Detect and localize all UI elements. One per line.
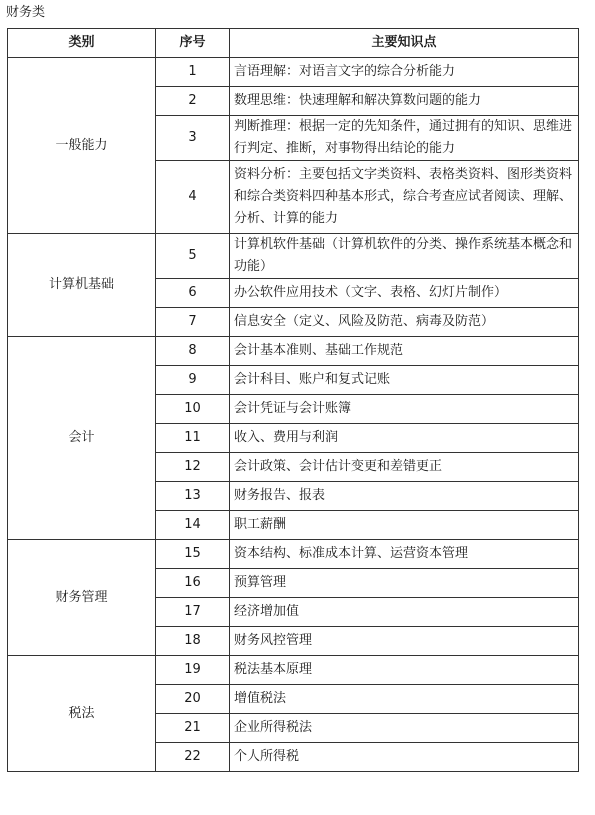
number-cell: 12 (156, 453, 230, 482)
knowledge-point-cell: 预算管理 (230, 569, 579, 598)
table-header-row (8, 29, 579, 58)
number-cell: 10 (156, 395, 230, 424)
table-row (8, 58, 579, 87)
number-cell: 13 (156, 482, 230, 511)
header-number: 序号 (156, 29, 230, 58)
knowledge-point-cell: 经济增加值 (230, 598, 579, 627)
number-cell: 2 (156, 87, 230, 116)
knowledge-point-cell: 会计基本准则、基础工作规范 (230, 337, 579, 366)
knowledge-point-cell: 会计政策、会计估计变更和差错更正 (230, 453, 579, 482)
category-cell: 计算机基础 (8, 234, 156, 337)
knowledge-point-cell: 信息安全（定义、风险及防范、病毒及防范） (230, 308, 579, 337)
number-cell: 19 (156, 656, 230, 685)
number-cell: 16 (156, 569, 230, 598)
knowledge-point-cell: 增值税法 (230, 685, 579, 714)
knowledge-point-cell: 言语理解：对语言文字的综合分析能力 (230, 58, 579, 87)
knowledge-point-cell: 资本结构、标准成本计算、运营资本管理 (230, 540, 579, 569)
number-cell: 7 (156, 308, 230, 337)
number-cell: 20 (156, 685, 230, 714)
number-cell: 1 (156, 58, 230, 87)
number-cell: 8 (156, 337, 230, 366)
knowledge-point-cell: 会计凭证与会计账簿 (230, 395, 579, 424)
number-cell: 4 (156, 161, 230, 234)
knowledge-point-cell: 职工薪酬 (230, 511, 579, 540)
category-cell: 税法 (8, 656, 156, 772)
syllabus-table (7, 28, 579, 772)
category-cell: 会计 (8, 337, 156, 540)
number-cell: 18 (156, 627, 230, 656)
category-cell: 财务管理 (8, 540, 156, 656)
knowledge-point-cell: 会计科目、账户和复式记账 (230, 366, 579, 395)
table-row (8, 234, 579, 279)
knowledge-point-cell: 个人所得税 (230, 743, 579, 772)
number-cell: 6 (156, 279, 230, 308)
knowledge-point-cell: 财务风控管理 (230, 627, 579, 656)
number-cell: 9 (156, 366, 230, 395)
number-cell: 17 (156, 598, 230, 627)
number-cell: 21 (156, 714, 230, 743)
table-row (8, 337, 579, 366)
knowledge-point-cell: 判断推理：根据一定的先知条件，通过拥有的知识、思维进行判定、推断，对事物得出结论的能力 (230, 116, 579, 161)
number-cell: 3 (156, 116, 230, 161)
knowledge-point-cell: 资料分析：主要包括文字类资料、表格类资料、图形类资料和综合类资料四种基本形式，综合考查应试者阅读、理解、分析、计算的能力 (230, 161, 579, 234)
knowledge-point-cell: 税法基本原理 (230, 656, 579, 685)
knowledge-point-cell: 财务报告、报表 (230, 482, 579, 511)
number-cell: 11 (156, 424, 230, 453)
knowledge-point-cell: 数理思维：快速理解和解决算数问题的能力 (230, 87, 579, 116)
table-row (8, 656, 579, 685)
knowledge-point-cell: 计算机软件基础（计算机软件的分类、操作系统基本概念和功能） (230, 234, 579, 279)
header-knowledge-points: 主要知识点 (230, 29, 579, 58)
number-cell: 22 (156, 743, 230, 772)
header-category: 类别 (8, 29, 156, 58)
document-title: 财务类 (6, 5, 46, 20)
knowledge-point-cell: 企业所得税法 (230, 714, 579, 743)
table-body (8, 58, 579, 772)
knowledge-point-cell: 收入、费用与利润 (230, 424, 579, 453)
number-cell: 15 (156, 540, 230, 569)
number-cell: 14 (156, 511, 230, 540)
category-cell: 一般能力 (8, 58, 156, 234)
table-row (8, 540, 579, 569)
knowledge-point-cell: 办公软件应用技术（文字、表格、幻灯片制作） (230, 279, 579, 308)
number-cell: 5 (156, 234, 230, 279)
